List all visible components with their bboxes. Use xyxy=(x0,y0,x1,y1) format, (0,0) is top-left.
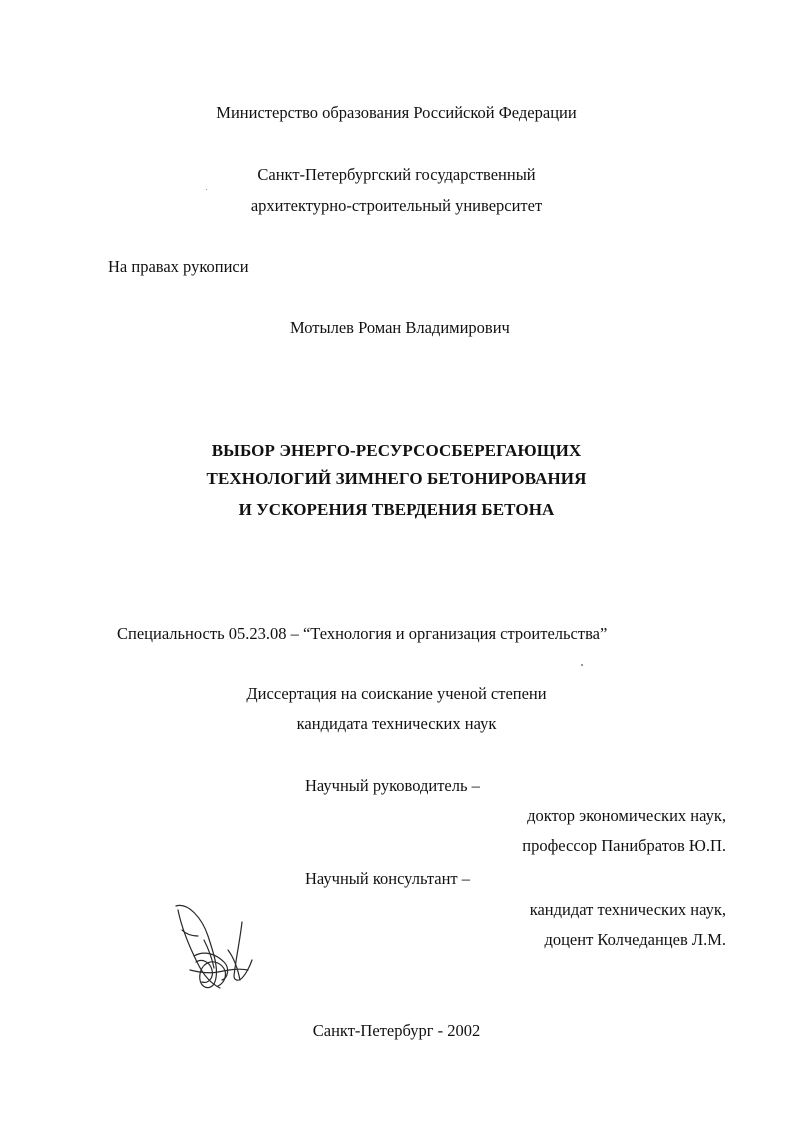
title-line-2: ТЕХНОЛОГИЙ ЗИМНЕГО БЕТОНИРОВАНИЯ xyxy=(206,469,587,488)
degree-line-2: кандидата технических наук xyxy=(296,714,497,733)
scan-speck xyxy=(581,664,583,666)
supervisor-label: Научный руководитель – xyxy=(305,776,480,795)
consultant-name: доцент Колчеданцев Л.М. xyxy=(544,930,726,949)
consultant-degree: кандидат технических наук, xyxy=(529,900,726,919)
specialty-line: Специальность 05.23.08 – “Технология и организация строительства” xyxy=(117,624,608,643)
supervisor-name: профессор Панибратов Ю.П. xyxy=(522,836,726,855)
ministry-line: Министерство образования Российской Федерации xyxy=(216,103,577,122)
handwritten-signature xyxy=(168,900,258,995)
title-line-1: ВЫБОР ЭНЕРГО-РЕСУРСОСБЕРЕГАЮЩИХ xyxy=(211,441,582,460)
author-name: Мотылев Роман Владимирович xyxy=(290,318,510,337)
supervisor-degree: доктор экономических наук, xyxy=(527,806,726,825)
scan-speck xyxy=(206,189,207,190)
university-line-2: архитектурно-строительный университет xyxy=(250,196,543,215)
degree-line-1: Диссертация на соискание ученой степени xyxy=(246,684,547,703)
consultant-label: Научный консультант – xyxy=(305,869,470,888)
rights-note: На правах рукописи xyxy=(108,257,249,276)
university-line-1: Санкт-Петербургский государственный xyxy=(257,165,536,184)
title-line-3: И УСКОРЕНИЯ ТВЕРДЕНИЯ БЕТОНА xyxy=(238,500,555,519)
city-year: Санкт-Петербург - 2002 xyxy=(312,1021,481,1040)
